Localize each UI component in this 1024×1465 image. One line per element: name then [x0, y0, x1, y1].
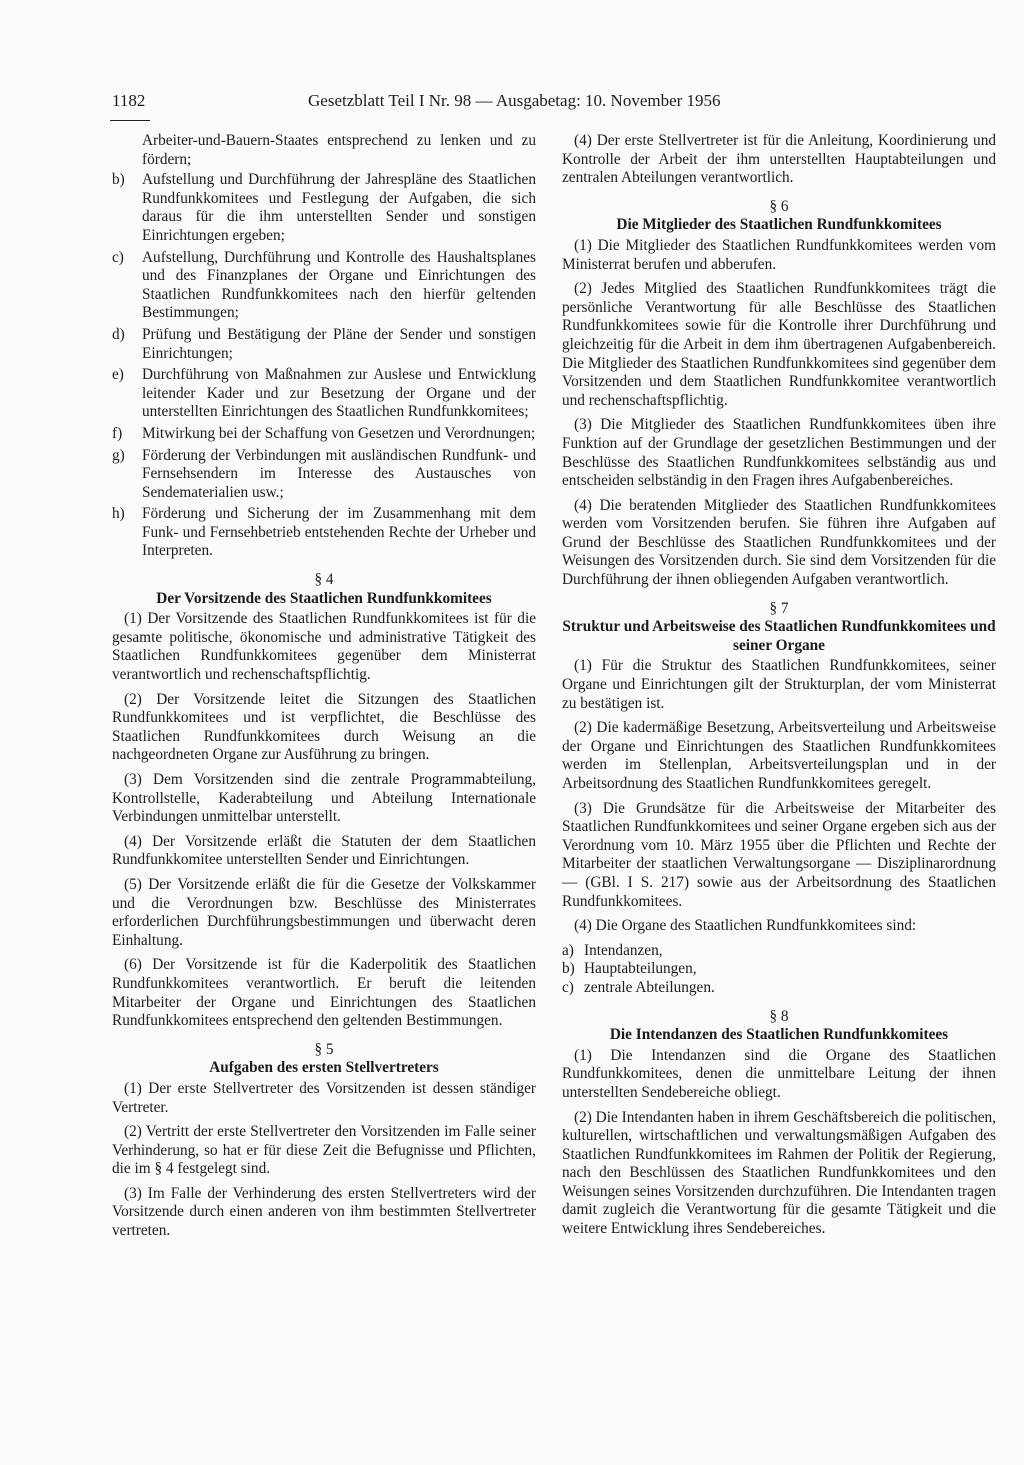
list-text: Prüfung und Bestätigung der Pläne der Sender und sonstigen Einrichtungen; [142, 325, 536, 362]
paragraph: (4) Der Vorsitzende erläßt die Statuten der dem Staatlichen Rundfunkkomitee unterstellten Sender und Einrichtungen. [112, 832, 536, 869]
section-number: § 4 [314, 571, 334, 589]
list-text: zentrale Abteilungen. [584, 978, 715, 996]
paragraph: (3) Die Grundsätze für die Arbeitsweise der Mitarbeiter des Staatlichen Rundfunkkomitees und seiner Organe ergeben sich aus der Verordnung vom 10. März 1955 über die Pflichten und Rechte der Mitarbeiter der staatlichen Verwaltungsorgane — Disziplinarordnung — (GBl. I S. 217) sowie aus der Arbeitsordnung des Staatlichen Rundfunkkomitees. [562, 799, 996, 910]
section-heading: Die Mitglieder des Staatlichen Rundfunkkomitees [616, 216, 942, 234]
list-text: Mitwirkung bei der Schaffung von Gesetzen und Verordnungen; [142, 424, 536, 442]
list-item [112, 447, 536, 503]
paragraph: (1) Der erste Stellvertreter des Vorsitzenden ist dessen ständiger Vertreter. [112, 1079, 536, 1116]
list-label: h) [112, 505, 125, 523]
page-header [112, 90, 810, 114]
list-item [112, 326, 536, 363]
section-number: § 7 [769, 599, 789, 617]
list-label: a) [562, 941, 574, 959]
list-continuation: Arbeiter-und-Bauern-Staates entsprechend zu lenken und zu fördern; [142, 132, 536, 168]
paragraph: (2) Der Vorsitzende leitet die Sitzungen des Staatlichen Rundfunkkomitees und ist verpflichtet, die Beschlüsse des Staatlichen Rundfunkkomitees durch Weisung an die nachgeordneten Organe zur Ausführung zu bringen. [112, 690, 536, 764]
section-number: § 6 [769, 197, 789, 215]
paragraph: (1) Für die Struktur des Staatlichen Rundfunkkomitees, seiner Organe und Einrichtungen gilt der Strukturplan, der vom Ministerrat zu bestätigen ist. [562, 657, 996, 712]
section-heading: Struktur und Arbeitsweise des Staatlichen Rundfunkkomitees und seiner Organe [562, 618, 996, 654]
list-text: Hauptabteilungen, [584, 960, 697, 978]
section-number: § 5 [314, 1040, 334, 1058]
paragraph: (4) Die Organe des Staatlichen Rundfunkkomitees sind: [574, 917, 917, 935]
list-text: Intendanzen, [584, 941, 663, 959]
section-heading: Die Intendanzen des Staatlichen Rundfunkkomitees [609, 1026, 949, 1044]
list-item [112, 366, 536, 422]
paragraph: (1) Der Vorsitzende des Staatlichen Rundfunkkomitees ist für die gesamte politische, ökonomische und administrative Tätigkeit des Staatlichen Rundfunkkomitees gegenüber dem Ministerrat verantwortlich und rechenschaftspflichtig. [112, 610, 536, 684]
paragraph: (5) Der Vorsitzende erläßt die für die Gesetze der Volkskammer und die Verordnungen bzw. Beschlüsse des Ministerrates erforderlichen Durchführungsbestimmungen und überwacht deren Einhaltung. [112, 875, 536, 949]
paragraph: (2) Jedes Mitglied des Staatlichen Rundfunkkomitees trägt die persönliche Verantwortung für alle Beschlüsse des Staatlichen Rundfunkkomitees sowie für die Kontrolle ihrer Durchführung und gleichzeitig für die Arbeit in dem ihm übertragenen Aufgabenbereich. Die Mitglieder des Staatlichen Rundfunkkomitees sind gegenüber dem Vorsitzenden und dem Staatlichen Rundfunkkomitee verantwortlich und rechenschaftspflichtig. [562, 280, 996, 409]
section-heading: Der Vorsitzende des Staatlichen Rundfunkkomitees [156, 589, 492, 607]
list-label: d) [112, 325, 125, 343]
list-text: Aufstellung, Durchführung und Kontrolle des Haushaltsplanes und des Finanzplanes der Organe und Einrichtungen des Staatlichen Rundfunkkomitees nach den hierfür geltenden Bestimmungen; [142, 248, 536, 322]
right-column [562, 132, 996, 1245]
list-item [112, 249, 536, 323]
list-label: f) [112, 424, 123, 442]
list-item [562, 960, 996, 979]
left-column [112, 132, 536, 1247]
paragraph: (6) Der Vorsitzende ist für die Kaderpolitik des Staatlichen Rundfunkkomitees verantwortlich. Er beruft die leitenden Mitarbeiter der Organe und Einrichtungen des Staatlichen Rundfunkkomitees entsprechend den geltenden Bestimmungen. [112, 956, 536, 1030]
organs-list [562, 942, 996, 998]
list-item [112, 505, 536, 561]
list-label: e) [112, 366, 124, 384]
paragraph: (3) Im Falle der Verhinderung des ersten Stellvertreters wird der Vorsitzende durch einen anderen von ihm bestimmten Stellvertreter vertreten. [112, 1184, 536, 1240]
list-text: Durchführung von Maßnahmen zur Auslese und Entwicklung leitender Kader und zur Besetzung der Organe und der unterstellten Einrichtungen des Staatlichen Rundfunkkomitees; [142, 366, 536, 421]
list-label: c) [112, 248, 124, 266]
paragraph: (2) Die Intendanten haben in ihrem Geschäftsbereich die politischen, kulturellen, wirtschaftlichen und verwaltungsmäßigen Aufgaben des Staatlichen Rundfunkkomitees im Rahmen der Politik der Regierung, nach den Beschlüssen des Staatlichen Rundfunkkomitees und den Weisungen seines Vorsitzenden durchzuführen. Die Intendanten tragen damit zugleich die Verantwortung für die gesamte Tätigkeit und die weitere Entwicklung ihres Sendebereiches. [562, 1108, 996, 1238]
list-item [562, 979, 996, 998]
duties-list [112, 171, 536, 561]
paragraph: (3) Dem Vorsitzenden sind die zentrale Programmabteilung, Kontrollstelle, Kaderabteilung und Abteilung Internationale Verbindungen unmittelbar unterstellt. [112, 771, 536, 826]
paragraph: (4) Der erste Stellvertreter ist für die Anleitung, Koordinierung und Kontrolle der Arbeit der ihm unterstellten Hauptabteilungen und zentralen Abteilungen verantwortlich. [562, 132, 996, 187]
paragraph: (2) Vertritt der erste Stellvertreter den Vorsitzenden im Falle seiner Verhinderung, so hat er für diese Zeit die Befugnisse und Pflichten, die im § 4 festgelegt sind. [112, 1123, 536, 1178]
header-rule [110, 120, 150, 121]
list-text: Förderung der Verbindungen mit ausländischen Rundfunk- und Fernsehsendern im Interesse des Austausches von Sendematerialien usw.; [142, 446, 536, 501]
paragraph: (3) Die Mitglieder des Staatlichen Rundfunkkomitees üben ihre Funktion auf der Grundlage der gesetzlichen Bestimmungen und der Beschlüsse des Staatlichen Rundfunkkomitees selbständig aus und entscheiden selbständig in den Fragen ihres Aufgabenbereiches. [562, 416, 996, 490]
list-text: Aufstellung und Durchführung der Jahrespläne des Staatlichen Rundfunkkomitees und Festlegung der Aufgaben, die sich daraus für die ihm unterstellten Sender und sonstigen Einrichtungen ergeben; [142, 171, 536, 244]
paragraph: (1) Die Mitglieder des Staatlichen Rundfunkkomitees werden vom Ministerrat berufen und abberufen. [562, 236, 996, 273]
section-heading: Aufgaben des ersten Stellvertreters [209, 1059, 439, 1077]
paragraph: (1) Die Intendanzen sind die Organe des Staatlichen Rundfunkkomitees, denen die unmittelbare Leitung der ihnen unterstellten Sendebereiche obliegt. [562, 1046, 996, 1101]
publication-title: Gesetzblatt Teil I Nr. 98 — Ausgabetag: 10. November 1956 [308, 91, 721, 110]
paragraph: (2) Die kadermäßige Besetzung, Arbeitsverteilung und Arbeitsweise der Organe und Einrichtungen des Staatlichen Rundfunkkomitees werden im Stellenplan, Arbeitsverteilungsplan und in der Arbeitsordnung des Staatlichen Rundfunkkomitees geregelt. [562, 719, 996, 792]
list-item [112, 425, 536, 444]
list-item [562, 942, 996, 961]
page-number: 1182 [112, 91, 146, 110]
list-label: b) [112, 171, 125, 189]
list-label: g) [112, 446, 125, 464]
list-label: c) [562, 978, 574, 996]
paragraph: (4) Die beratenden Mitglieder des Staatlichen Rundfunkkomitees werden vom Vorsitzenden berufen. Sie führen ihre Aufgaben auf Grund der Beschlüsse des Staatlichen Rundfunkkomitees und der Weisungen des Vorsitzenden durch. Sie sind dem Vorsitzenden für die Durchführung der ihnen obliegenden Aufgaben verantwortlich. [562, 496, 996, 589]
list-label: b) [562, 960, 575, 978]
section-number: § 8 [769, 1007, 789, 1025]
list-item [112, 171, 536, 245]
list-text: Förderung und Sicherung der im Zusammenhang mit dem Funk- und Fernsehbetrieb entstehenden Rechte der Urheber und Interpreten. [142, 505, 536, 560]
